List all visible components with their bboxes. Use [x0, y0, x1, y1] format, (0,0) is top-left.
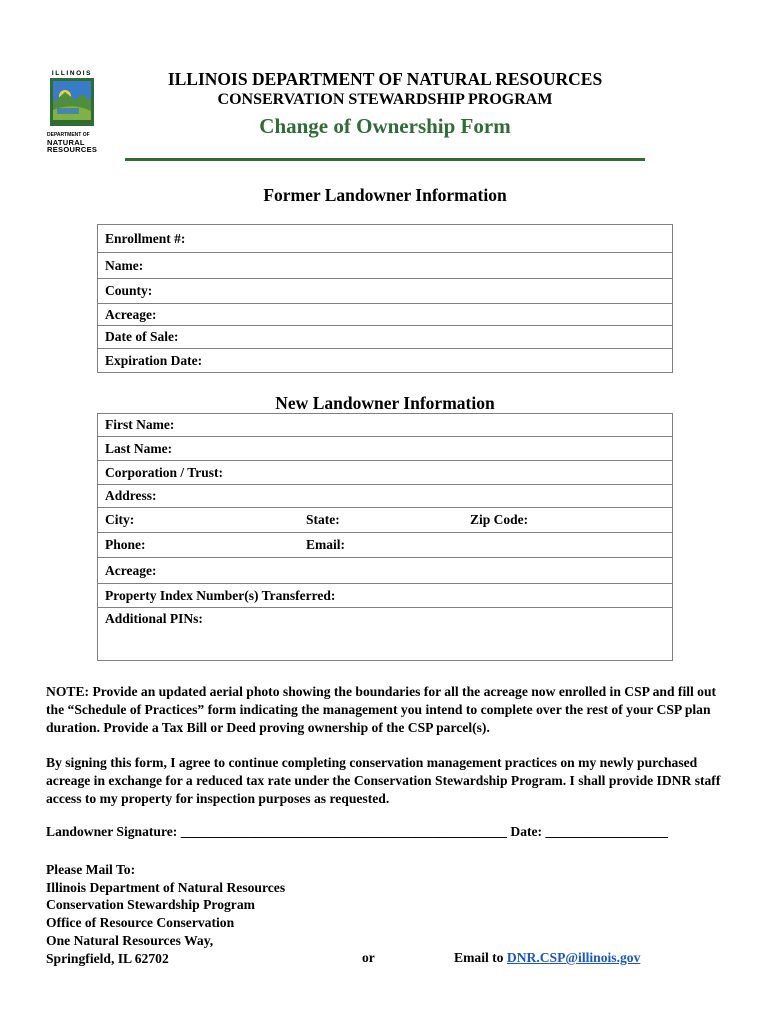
county-field[interactable]: County: — [98, 279, 673, 304]
logo-dept-line1: DEPARTMENT OF — [47, 132, 90, 138]
signature-label: Landowner Signature: — [46, 824, 178, 839]
date-label: Date: — [510, 824, 543, 839]
signature-line[interactable]: ________________________________________________ — [180, 824, 507, 839]
mail-line4: One Natural Resources Way, — [46, 932, 214, 948]
former-landowner-table — [97, 224, 673, 373]
mail-heading: Please Mail To: — [46, 862, 136, 877]
idnr-logo — [47, 70, 97, 160]
last-name-field[interactable]: Last Name: — [98, 437, 673, 461]
date-of-sale-field[interactable]: Date of Sale: — [98, 326, 673, 349]
logo-top-text: ILLINOIS — [51, 70, 93, 77]
note-paragraph: NOTE: Provide an updated aerial photo showing the boundaries for all the acreage now enrolled in CSP and fill out the “Schedule of Practices” form indicating the management you intend to complete over the rest of your CSP plan duration. Provide a Tax Bill or Deed proving ownership of the CSP parcel(s). — [46, 684, 717, 735]
former-acreage-field[interactable]: Acreage: — [98, 304, 673, 326]
email-link[interactable]: DNR.CSP@illinois.gov — [506, 950, 641, 965]
new-landowner-title: New Landowner Information — [275, 393, 495, 413]
former-landowner-title: Former Landowner Information — [263, 185, 507, 205]
expiration-date-field[interactable]: Expiration Date: — [98, 349, 673, 373]
signature-row — [46, 824, 726, 840]
date-line[interactable]: __________________ — [545, 824, 668, 839]
agency-name: ILLINOIS DEPARTMENT OF NATURAL RESOURCES — [167, 69, 603, 89]
form-title: Change of Ownership Form — [259, 114, 511, 138]
mail-line1: Illinois Department of Natural Resources — [46, 879, 286, 895]
logo-dept-line3: RESOURCES — [47, 145, 98, 154]
or-text: or — [362, 950, 375, 965]
enrollment-field[interactable]: Enrollment #: — [98, 225, 673, 253]
mail-line3: Office of Resource Conservation — [46, 915, 235, 931]
first-name-field[interactable]: First Name: — [98, 414, 673, 437]
additional-pins-field[interactable]: Additional PINs: — [98, 608, 673, 661]
new-landowner-table — [97, 413, 673, 661]
agreement-paragraph: By signing this form, I agree to continue completing conservation management practices on my newly purchased acreage in exchange for a reduced tax rate under the Conservation Stewardship Program. I shall provide IDNR staff access to my property for inspection purposes as requested. — [46, 755, 721, 806]
corporation-trust-field[interactable]: Corporation / Trust: — [98, 461, 673, 485]
email-field[interactable]: Email: — [306, 537, 345, 552]
city-field[interactable]: City: — [105, 512, 135, 527]
email-contact — [454, 950, 640, 966]
header-divider — [125, 158, 645, 161]
zip-code-field[interactable]: Zip Code: — [470, 512, 529, 527]
mail-line2: Conservation Stewardship Program — [46, 897, 255, 913]
phone-field[interactable]: Phone: — [105, 537, 146, 552]
mail-line5: Springfield, IL 62702 — [46, 950, 169, 966]
phone-email-row — [98, 533, 673, 558]
address-field[interactable]: Address: — [98, 485, 673, 508]
new-acreage-field[interactable]: Acreage: — [98, 558, 673, 584]
mailing-address — [46, 861, 285, 967]
logo-bottom-text — [47, 132, 97, 153]
pins-transferred-field[interactable]: Property Index Number(s) Transferred: — [98, 584, 673, 608]
form-header — [100, 68, 670, 141]
former-name-field[interactable]: Name: — [98, 253, 673, 279]
logo-dept-line2: NATURAL — [47, 138, 85, 147]
program-name: CONSERVATION STEWARDSHIP PROGRAM — [217, 91, 553, 108]
email-prefix: Email to — [454, 950, 507, 965]
city-state-zip-row — [98, 508, 673, 533]
logo-landscape-icon — [47, 78, 97, 126]
state-field[interactable]: State: — [306, 512, 340, 527]
